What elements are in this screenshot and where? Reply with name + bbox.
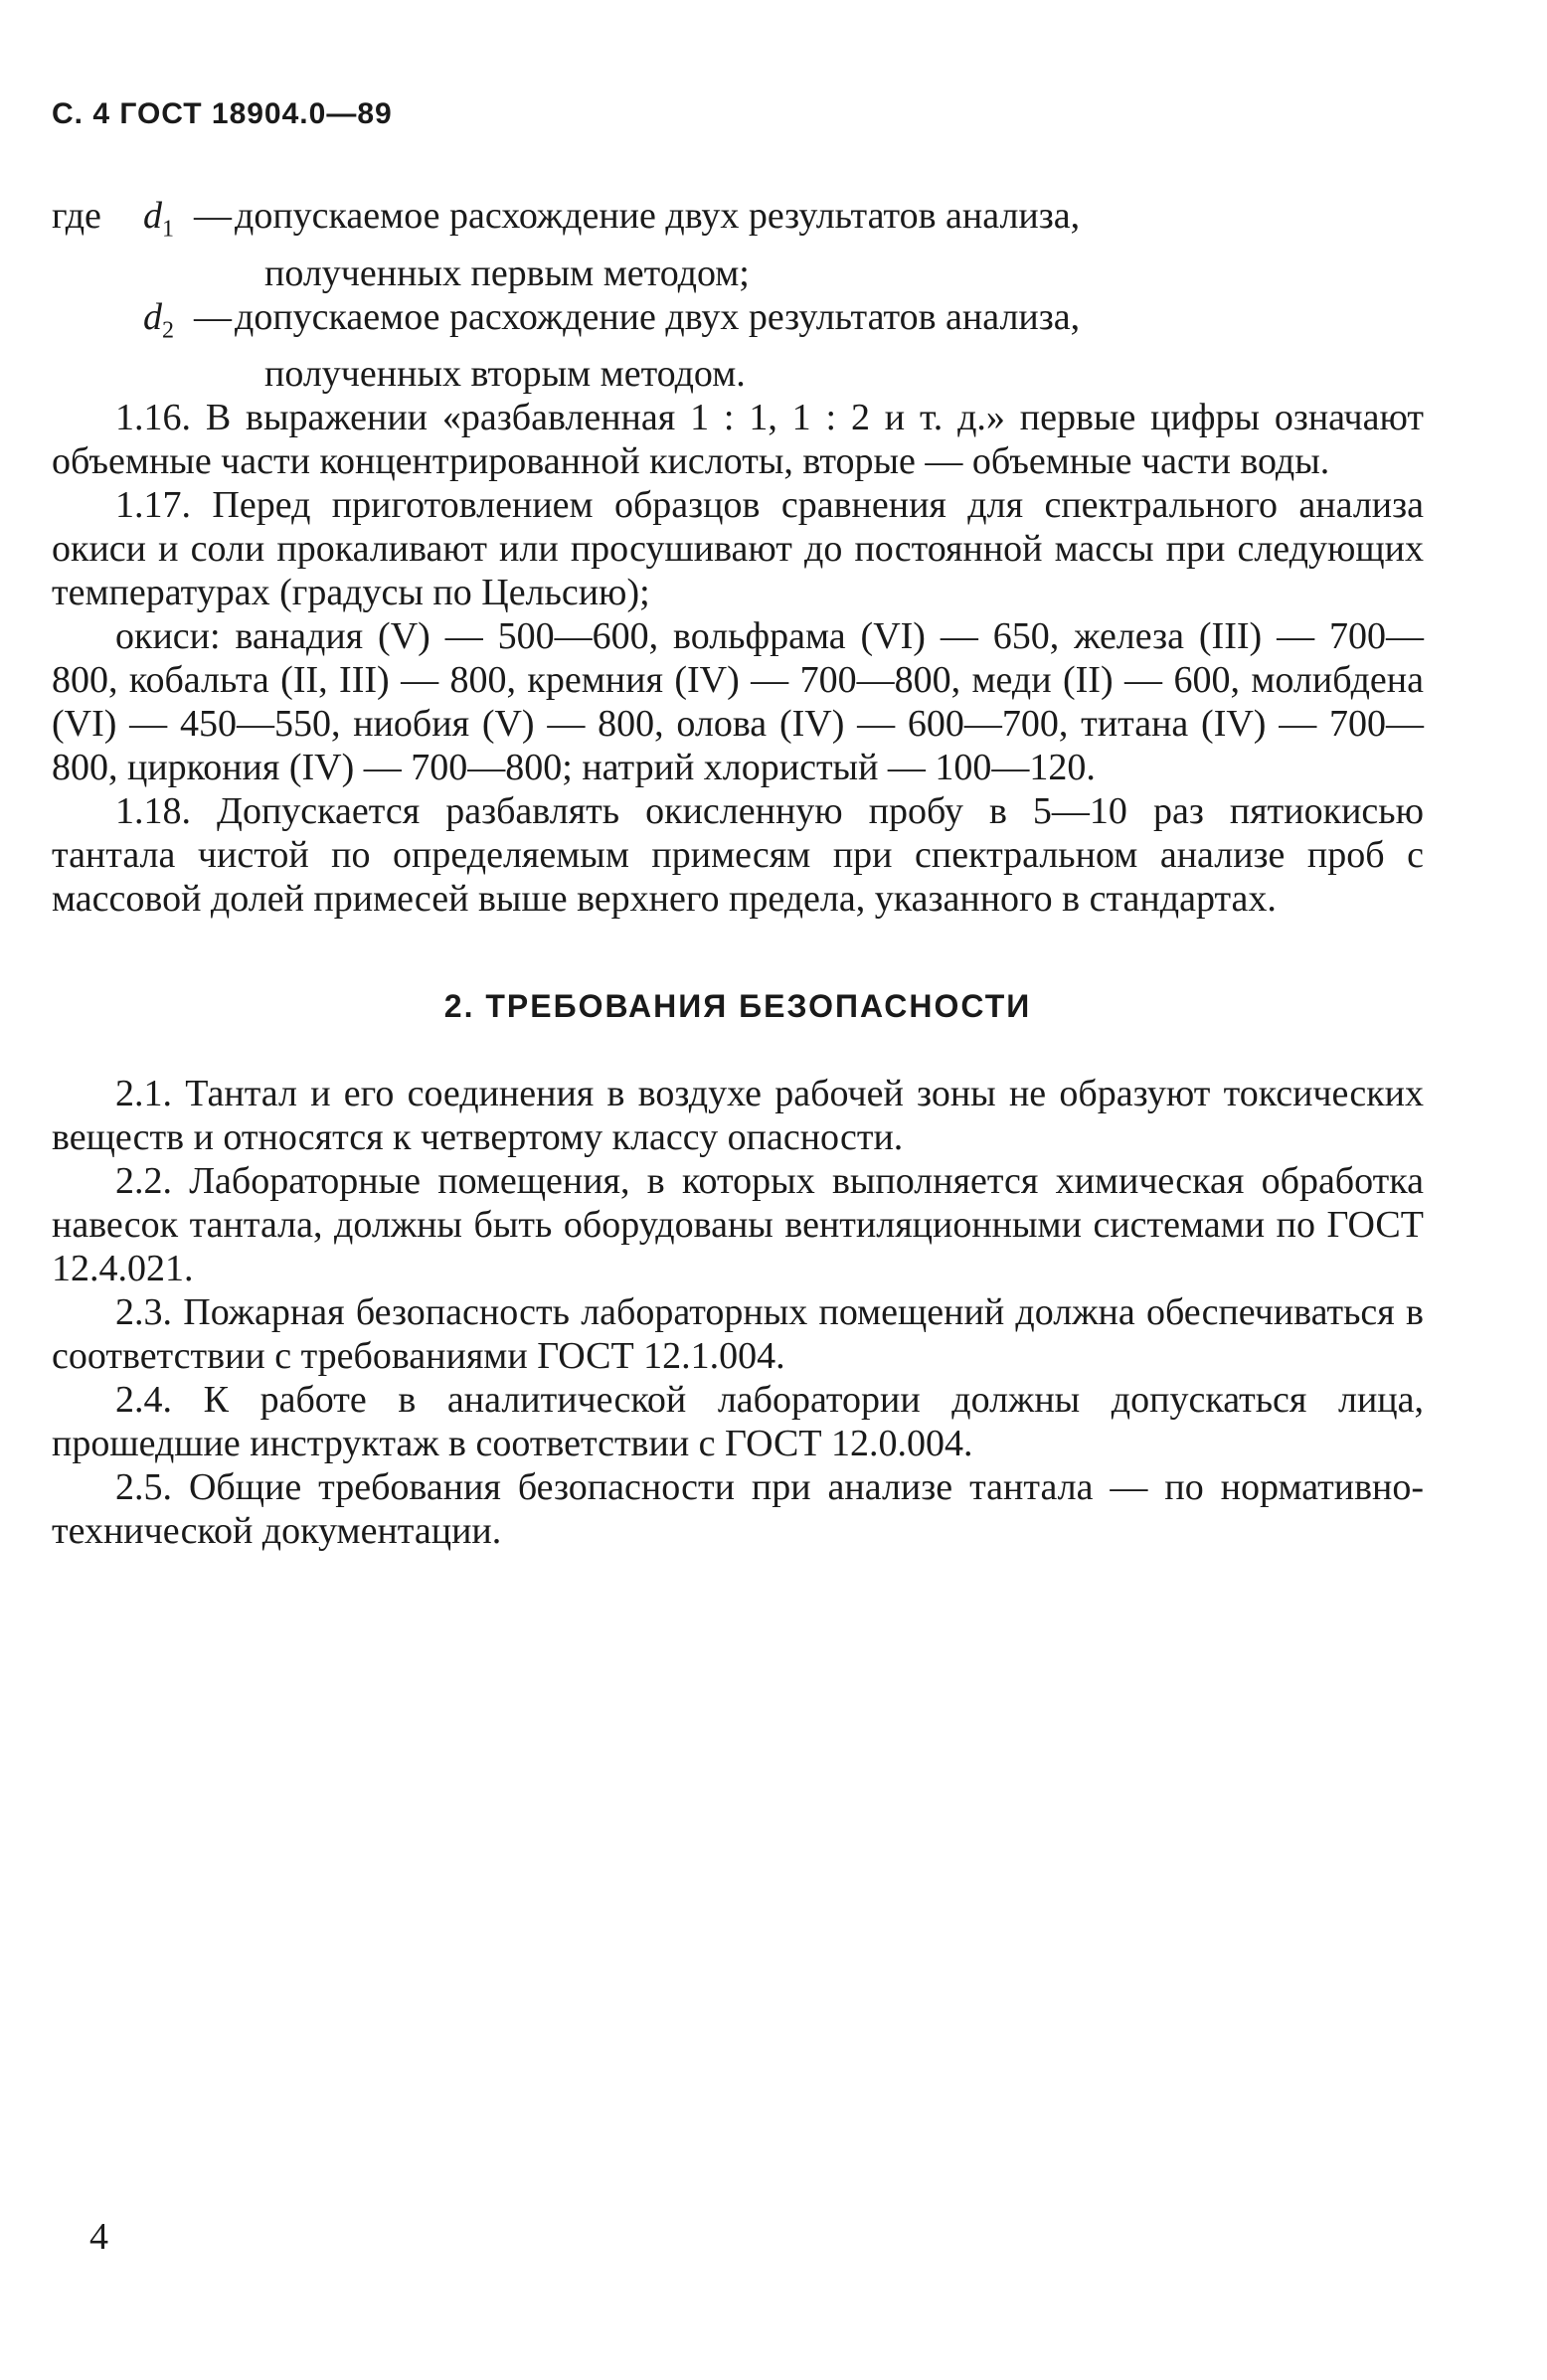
clause-1-17-list: окиси: ванадия (V) — 500—600, вольфрама (VI) — 650, железа (III) — 700—800, кобальта (II, III) — 800, кремния (IV) — 700—800, меди (II) — 600, молибдена (VI) — 450—550, ниобия (V) — 800, олова (IV) — 600—700, титана (IV) — 700—800, циркония (IV) — 700—800; натрий хлористый — 100—120. xyxy=(52,615,1424,789)
clause-2-4: 2.4. К работе в аналитической лаборатории должны допускаться лица, прошедшие инструктаж в соответствии с ГОСТ 12.0.004. xyxy=(52,1379,1424,1465)
d1-definition-continuation: полученных первым методом; xyxy=(264,252,750,294)
d2-definition-continuation: полученных вторым методом. xyxy=(264,353,746,396)
where-d1 xyxy=(52,194,1424,252)
clause-2-2: 2.2. Лабораторные помещения, в которых выполняется химическая обработка навесок тантала, должны быть оборудованы вентиляционными системами по ГОСТ 12.4.021. xyxy=(52,1160,1424,1290)
page-header: С. 4 ГОСТ 18904.0—89 xyxy=(52,97,393,130)
d1-definition: допускаемое расхождение двух результатов анализа, xyxy=(235,195,1081,237)
clause-2-3: 2.3. Пожарная безопасность лабораторных помещений должна обеспечиваться в соответствии с требованиями ГОСТ 12.1.004. xyxy=(52,1291,1424,1378)
clause-1-17: 1.17. Перед приготовлением образцов сравнения для спектрального анализа окиси и соли прокаливают или просушивают до постоянной массы при следующих температурах (градусы по Цельсию); xyxy=(52,484,1424,614)
symbol-d2: $d_2$ xyxy=(143,295,174,344)
where-lead-word: где xyxy=(52,195,101,237)
where-definitions xyxy=(52,194,1424,396)
clause-1-16: 1.16. В выражении «разбавленная 1 : 1, 1 : 2 и т. д.» первые цифры означают объемные части концентрированной кислоты, вторые — объемные части воды. xyxy=(52,397,1424,483)
dash: — xyxy=(194,295,232,338)
clause-2-5: 2.5. Общие требования безопасности при анализе тантала — по нормативно-технической документации. xyxy=(52,1466,1424,1553)
symbol-d1: $d_1$ xyxy=(143,195,174,243)
where-d2 xyxy=(52,295,1424,353)
document-body xyxy=(52,194,1424,1553)
clause-2-1: 2.1. Тантал и его соединения в воздухе рабочей зоны не образуют токсических веществ и относятся к четвертому классу опасности. xyxy=(52,1073,1424,1159)
section-title: 2. ТРЕБОВАНИЯ БЕЗОПАСНОСТИ xyxy=(443,988,1032,1025)
clause-1-18: 1.18. Допускается разбавлять окисленную пробу в 5—10 раз пятиокисью тантала чистой по определяемым примесям при спектральном анализе проб с массовой долей примесей выше верхнего предела, указанного в стандартах. xyxy=(52,790,1424,921)
page-number: 4 xyxy=(89,2216,108,2258)
dash: — xyxy=(194,195,232,237)
d2-definition: допускаемое расхождение двух результатов анализа, xyxy=(235,295,1081,338)
